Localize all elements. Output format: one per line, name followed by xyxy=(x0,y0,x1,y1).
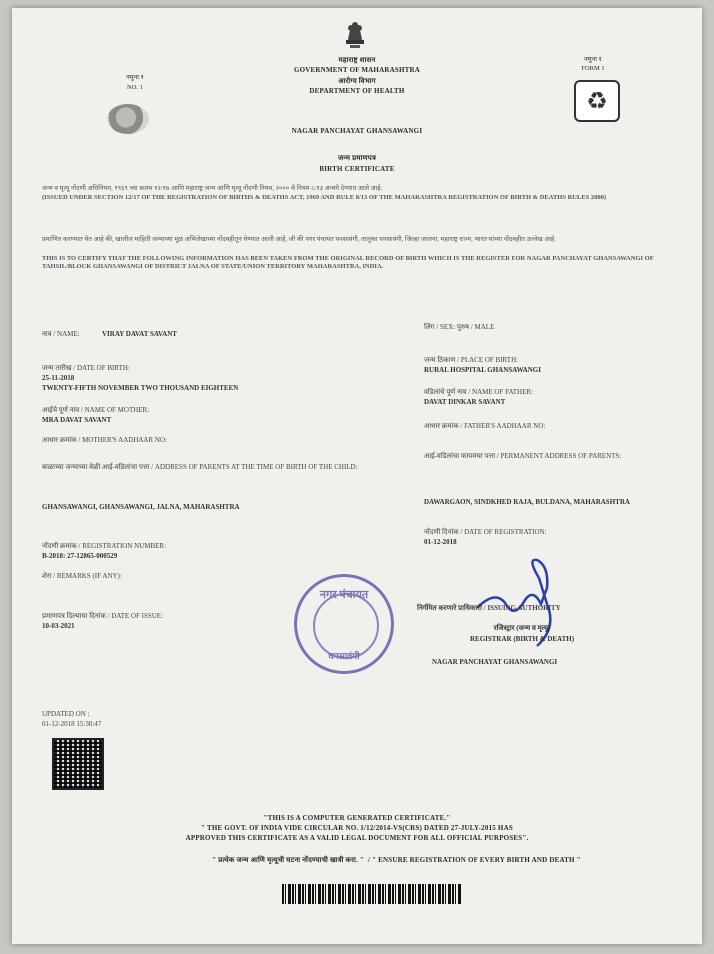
remarks-label: शेरा / REMARKS (IF ANY): xyxy=(42,572,122,580)
govt-name-marathi: महाराष्ट्र शासन xyxy=(338,56,376,64)
updated-value: 01-12-2018 15:30:47 xyxy=(42,720,102,728)
place-value: RURAL HOSPITAL GHANSAWANGI xyxy=(424,366,541,374)
stamp-text-top: नगर पंचायत xyxy=(319,589,369,601)
issuer-name: NAGAR PANCHAYAT GHANSAWANGI xyxy=(291,127,423,135)
preamble-marathi-1: जन्म व मृत्यू नोंदणी अधिनियम, १९६९ च्या कलम १२/१७ आणि महाराष्ट्र जन्म आणि मृत्यू नोंदणी नियम, २००० चे नियम ८/१३ अन्वये देण्यात आले आहे. xyxy=(42,185,383,192)
place-label: जन्म ठिकाण / PLACE OF BIRTH: xyxy=(424,356,519,364)
preamble-marathi-2: प्रमाणित करण्यात येत आहे की, खालील माहिती जन्माच्या मूळ अभिलेखाच्या नोंदवहीतून घेण्यात आली आहे, जी की नगर पंचायत घनसावंगी, तालुका घनसावंगी, जिल्हा जालना, महाराष्ट्र राज्य, भारत यांच्या नोंदवहीत उल्लेख आहे. xyxy=(42,236,557,243)
left-seal-logo xyxy=(107,104,149,134)
father-aadhaar-label: आधार क्रमांक / FATHER'S AADHAAR NO: xyxy=(424,422,546,430)
cert-title: BIRTH CERTIFICATE xyxy=(319,165,395,173)
address-perm-value: DAWARGAON, SINDKHED RAJA, BULDANA, MAHARASHTRA xyxy=(424,498,630,506)
name-value: VIRAY DAVAT SAVANT xyxy=(102,330,177,338)
footer-line-1: "THIS IS A COMPUTER GENERATED CERTIFICATE." xyxy=(263,814,451,822)
father-value: DAVAT DINKAR SAVANT xyxy=(424,398,506,406)
right-form-label-marathi: नमुना १ xyxy=(584,56,602,63)
cert-title-marathi: जन्म प्रमाणपत्र xyxy=(337,154,377,162)
address-perm-label: आई-वडिलांचा कायमचा पत्ता / PERMANENT ADDRESS OF PARENTS: xyxy=(424,452,622,460)
dob-value: 25-11-2018 xyxy=(42,374,75,382)
preamble-english-2: THIS IS TO CERTIFY THAT THE FOLLOWING INFORMATION HAS BEEN TAKEN FROM THE ORIGINAL RECORD OF BIRTH WHICH IS THE REGISTER FOR NAGAR PANCHAYAT GHANSAWANGI OF TAHSIL/BLOCK GHANSAWANGI OF DISTRICT JALNA OF STATE/UNION TERRITORY MAHARASHTRA, INDIA. xyxy=(42,255,654,270)
footer-line-2: " THE GOVT. OF INDIA VIDE CIRCULAR NO. 1/12/2014-VS(CRS) DATED 27-JULY-2015 HAS xyxy=(201,824,513,832)
qr-code xyxy=(52,738,104,790)
footer-slogan-english: / " ENSURE REGISTRATION OF EVERY BIRTH AND DEATH " xyxy=(368,856,581,864)
name-label: नाव / NAME: xyxy=(42,330,80,338)
recycle-logo-icon: ♻ xyxy=(574,80,620,122)
sex-label: लिंग / SEX: पुरुष / MALE xyxy=(424,323,495,331)
address-birth-label: बाळाच्या जन्माच्या वेळी आई-वडिलांचा पत्ता / ADDRESS OF PARENTS AT THE TIME OF BIRTH OF THE CHILD: xyxy=(42,463,358,471)
footer-slogan-marathi: " प्रत्येक जन्म आणि मृत्यूची घटना नोंदण्याची खात्री करा. " xyxy=(212,856,364,864)
issue-date-label: प्रमाणपत्र दिल्याचा दिनांक / DATE OF ISSUE: xyxy=(42,612,164,620)
registrar-marathi: रजिस्ट्रार (जन्म व मृत्यू) xyxy=(493,624,551,632)
right-form-label: FORM 1 xyxy=(581,65,605,72)
footer-line-3: APPROVED THIS CERTIFICATE AS A VALID LEGAL DOCUMENT FOR ALL OFFICIAL PURPOSES". xyxy=(185,834,529,842)
mother-label: आईचे पूर्ण नाव / NAME OF MOTHER: xyxy=(42,406,150,414)
father-label: वडिलांचे पूर्ण नाव / NAME OF FATHER: xyxy=(424,388,533,396)
dept-name: DEPARTMENT OF HEALTH xyxy=(309,87,405,95)
dob-label: जन्म तारीख / DATE OF BIRTH: xyxy=(42,364,130,372)
govt-name: GOVERNMENT OF MAHARASHTRA xyxy=(294,66,420,74)
updated-label: UPDATED ON : xyxy=(42,710,90,718)
left-form-label: नमुना १ xyxy=(126,74,144,81)
mother-aadhaar-label: आधार क्रमांक / MOTHER'S AADHAAR NO: xyxy=(42,436,167,444)
left-form-no: NO. 1 xyxy=(127,84,143,91)
issuing-authority-label: निर्गमित करणारे प्राधिकारी / ISSUING AUTHORITY xyxy=(417,604,561,612)
preamble-english-1: (ISSUED UNDER SECTION 12/17 OF THE REGISTRATION OF BIRTHS & DEATHS ACT, 1969 AND RULE 8/13 OF THE MAHARASHTRA REGISTRATION OF BIRTH & DEATHS RULES 2000) xyxy=(42,194,607,201)
reg-no-label: नोंदणी क्रमांक / REGISTRATION NUMBER: xyxy=(42,542,167,550)
mother-value: MRA DAVAT SAVANT xyxy=(42,416,112,424)
address-birth-value: GHANSAWANGI, GHANSAWANGI, JALNA, MAHARASHTRA xyxy=(42,503,240,511)
registrar-title: REGISTRAR (BIRTH & DEATH) xyxy=(469,635,575,643)
certificate-paper xyxy=(12,8,702,944)
dob-words: TWENTY-FIFTH NOVEMBER TWO THOUSAND EIGHTEEN xyxy=(42,384,239,392)
reg-no-value: B-2018: 27-12865-000529 xyxy=(42,552,118,560)
reg-date-label: नोंदणी दिनांक / DATE OF REGISTRATION: xyxy=(424,528,547,536)
registrar-office: NAGAR PANCHAYAT GHANSAWANGI xyxy=(432,658,558,666)
issue-date-value: 10-03-2021 xyxy=(42,622,75,630)
official-stamp xyxy=(294,574,394,674)
dept-name-marathi: आरोग्य विभाग xyxy=(338,77,376,85)
stamp-text-bottom: घनसावंगी xyxy=(328,651,360,661)
national-emblem-icon xyxy=(340,16,370,54)
barcode xyxy=(282,884,462,904)
reg-date-value: 01-12-2018 xyxy=(424,538,457,546)
